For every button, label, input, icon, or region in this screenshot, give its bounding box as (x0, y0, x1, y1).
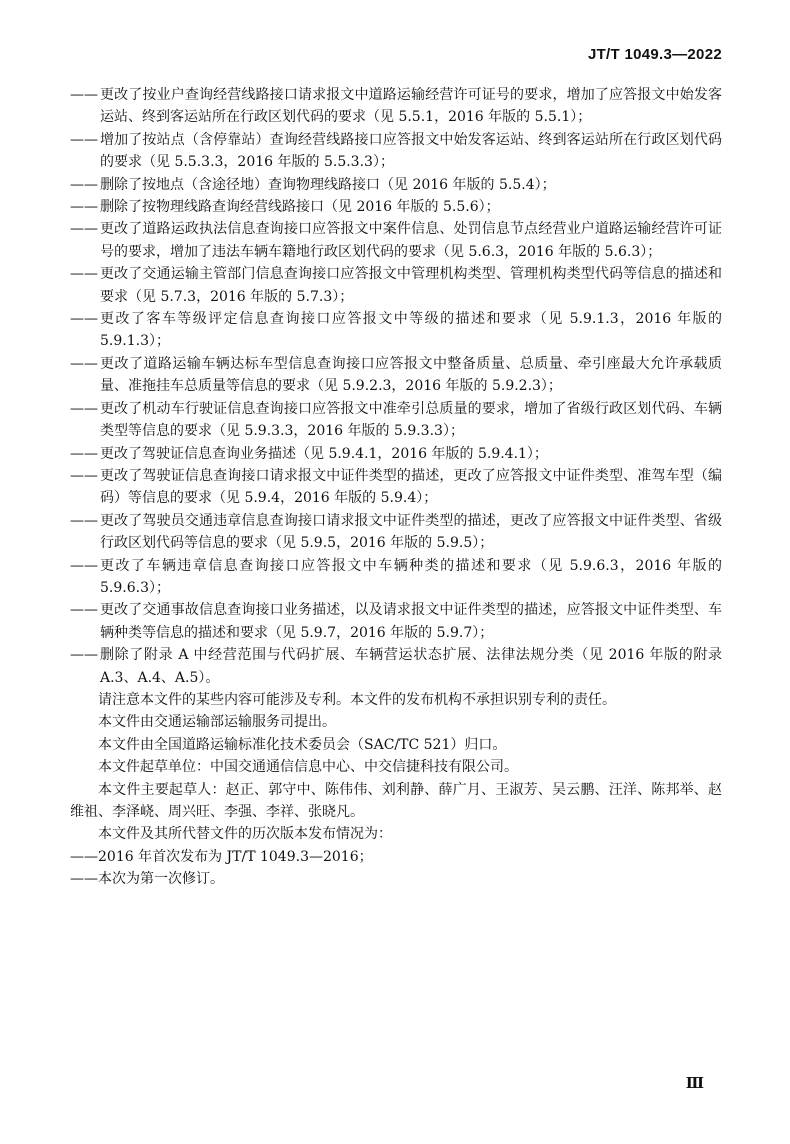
drafting-units: 本文件起草单位：中国交通通信信息中心、中交信捷科技有限公司。 (98, 759, 518, 776)
standard-code-header: JT/T 1049.3—2022 (587, 46, 722, 63)
proposed-by: 本文件由交通运输部运输服务司提出。 (98, 714, 336, 731)
change-item-4 (70, 196, 722, 218)
change-text: 删除了按物理线路查询经营线路接口（见 2016 年版的 5.5.6）； (100, 199, 500, 216)
change-item-11 (70, 465, 722, 510)
change-item-5 (70, 218, 722, 263)
change-text: 更改了交通运输主管部门信息查询接口应答报文中管理机构类型、管理机构类型代码等信息的描述和要求（见 5.7.3，2016 年版的 5.7.3）； (100, 266, 722, 305)
item-dash: —— (70, 355, 98, 372)
managed-by: 本文件由全国道路运输标准化技术委员会（SAC/TC 521）归口。 (98, 736, 507, 753)
item-dash: —— (70, 199, 98, 216)
change-text: 更改了驾驶证信息查询接口请求报文中证件类型的描述，更改了应答报文中证件类型、准驾车型（编码）等信息的要求（见 5.9.4，2016 年版的 5.9.4）； (100, 467, 722, 507)
change-text: 更改了道路运政执法信息查询接口应答报文中案件信息、处罚信息节点经营业户道路运输经营许可证号的要求，增加了违法车辆车籍地行政区划代码的要求（见 5.6.3，2016 年版的 5.6.3）； (100, 221, 722, 260)
item-dash: —— (70, 311, 98, 328)
change-item-12 (70, 510, 722, 555)
change-item-1 (70, 84, 722, 129)
item-dash: —— (70, 557, 98, 574)
history-intro: 本文件及其所代替文件的历次版本发布情况为： (98, 826, 392, 843)
item-dash: —— (70, 445, 98, 462)
document-body (70, 84, 722, 891)
change-text: 更改了驾驶员交通违章信息查询接口请求报文中证件类型的描述，更改了应答报文中证件类型、省级行政区划代码等信息的要求（见 5.9.5，2016 年版的 5.9.5）； (100, 512, 722, 552)
item-dash: —— (70, 602, 98, 619)
page-number: Ⅲ (685, 1074, 704, 1092)
change-item-15 (70, 644, 722, 689)
item-dash: —— (70, 87, 98, 103)
change-item-6 (70, 263, 722, 308)
change-item-13 (70, 555, 722, 600)
history-item-2: ——本次为第一次修订。 (70, 871, 224, 888)
change-text: 更改了机动车行驶证信息查询接口应答报文中准牵引总质量的要求，增加了省级行政区划代码、车辆类型等信息的要求（见 5.9.3.3，2016 年版的 5.9.3.3）； (100, 400, 722, 440)
change-text: 删除了按地点（含途径地）查询物理线路接口（见 2016 年版的 5.5.4）； (100, 176, 556, 193)
change-item-3 (70, 174, 722, 196)
item-dash: —— (70, 512, 98, 529)
change-text: 更改了按业户查询经营线路接口请求报文中道路运输经营许可证号的要求，增加了应答报文中始发客运站、终到客运站所在行政区划代码的要求（见 5.5.1，2016 年版的 5.5.1）； (100, 87, 722, 126)
change-text: 删除了附录 A 中经营范围与代码扩展、车辆营运状态扩展、法律法规分类（见 2016 年版的附录 A.3、A.4、A.5）。 (100, 647, 722, 686)
change-item-14 (70, 599, 722, 644)
item-dash: —— (70, 176, 98, 193)
change-text: 更改了道路运输车辆达标车型信息查询接口应答报文中整备质量、总质量、牵引座最大允许承载质量、准拖挂车总质量等信息的要求（见 5.9.2.3，2016 年版的 5.9.2.3）； (100, 355, 722, 395)
change-item-10 (70, 443, 722, 465)
change-item-8 (70, 353, 722, 398)
item-dash: —— (70, 467, 98, 484)
item-dash: —— (70, 400, 98, 417)
change-item-7 (70, 308, 722, 353)
change-item-9 (70, 398, 722, 443)
patent-notice: 请注意本文件的某些内容可能涉及专利。本文件的发布机构不承担识别专利的责任。 (98, 691, 616, 708)
change-item-2 (70, 129, 722, 174)
change-text: 更改了驾驶证信息查询业务描述（见 5.9.4.1，2016 年版的 5.9.4.1）； (100, 445, 548, 462)
change-text: 更改了交通事故信息查询接口业务描述，以及请求报文中证件类型的描述，应答报文中证件类型、车辆种类等信息的描述和要求（见 5.9.7，2016 年版的 5.9.7）； (100, 602, 722, 641)
item-dash: —— (70, 647, 98, 664)
change-text: 增加了按站点（含停靠站）查询经营线路接口应答报文中始发客运站、终到客运站所在行政区划代码的要求（见 5.5.3.3，2016 年版的 5.5.3.3）； (100, 131, 722, 171)
change-text: 更改了车辆违章信息查询接口应答报文中车辆种类的描述和要求（见 5.9.6.3，2016 年版的 5.9.6.3）； (100, 557, 722, 596)
drafters: 本文件主要起草人：赵正、郭守中、陈伟伟、刘利静、薛广月、王淑芳、吴云鹏、汪洋、陈邦举、赵维祖、李泽峣、周兴旺、李强、李祥、张晓凡。 (70, 781, 722, 820)
change-text: 更改了客车等级评定信息查询接口应答报文中等级的描述和要求（见 5.9.1.3，2016 年版的 5.9.1.3）； (100, 311, 722, 350)
history-item-1: ——2016 年首次发布为 JT/T 1049.3—2016； (70, 848, 373, 865)
item-dash: —— (70, 266, 98, 283)
item-dash: —— (70, 131, 98, 148)
item-dash: —— (70, 221, 98, 238)
